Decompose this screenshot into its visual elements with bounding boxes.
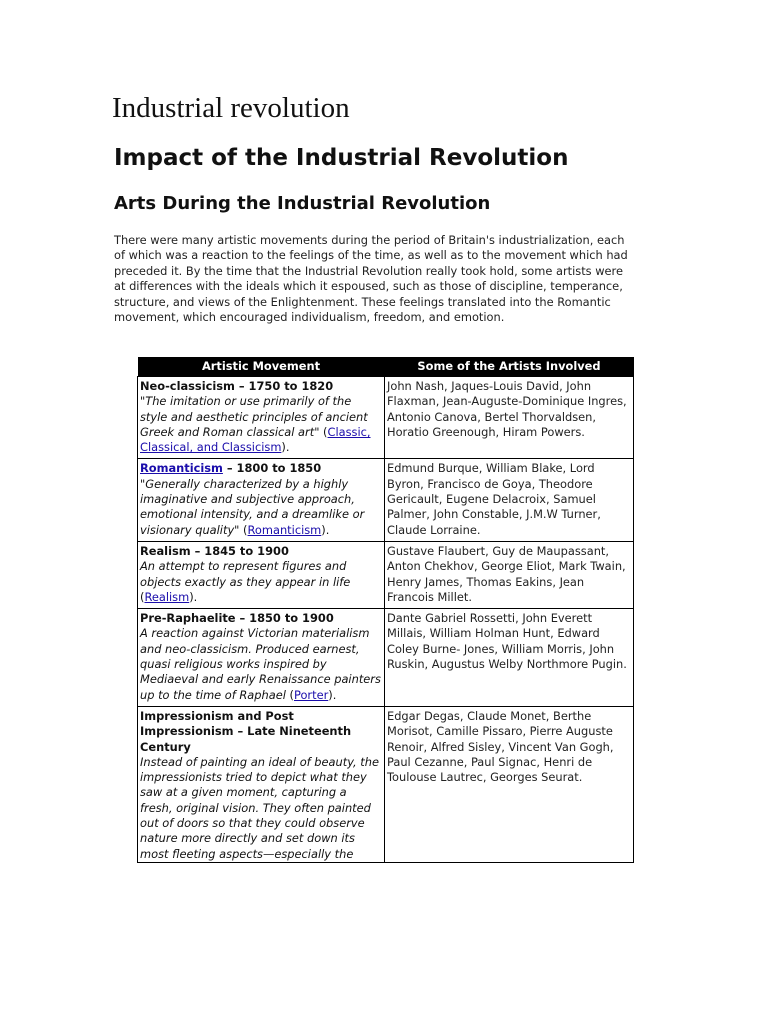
artists-cell: Gustave Flaubert, Guy de Maupassant, Anton Chekhov, George Eliot, Mark Twain, Henry James, Thomas Eakins, Jean Francois Millet. [385,541,634,608]
movement-name: Pre-Raphaelite – 1850 to 1900 [140,611,334,626]
column-header-artists: Some of the Artists Involved [385,357,634,377]
artists-cell: John Nash, Jaques-Louis David, John Flaxman, Jean-Auguste-Dominique Ingres, Antonio Canova, Bertel Thorvaldsen, Horatio Greenough, Hiram Powers. [385,377,634,459]
movement-description: Instead of painting an ideal of beauty, the impressionists tried to depict what they saw at a given moment, capturing a fresh, original vision. They often painted out of doors so that they could observe nature more directly and set down its most fleeting aspects—especially the [140,754,379,861]
document-title: Industrial revolution [112,92,350,124]
artists-cell: Dante Gabriel Rossetti, John Everett Millais, William Holman Hunt, Edward Coley Burne- Jones, William Morris, John Ruskin, Augustus Welby Northmore Pugin. [385,609,634,707]
column-header-movement: Artistic Movement [138,357,385,377]
movement-description: "Generally characterized by a highly imaginative and subjective approach, emotional intensity, and a dreamlike or visionary quality" (Romanticism). [140,476,365,537]
subsection-heading: Arts During the Industrial Revolution [114,193,491,214]
movement-cell [138,706,385,862]
table-row [138,459,634,541]
source-link[interactable]: Romanticism [247,522,322,537]
table-row [138,541,634,608]
movement-description: "The imitation or use primarily of the style and aesthetic principles of ancient Greek and Roman classical art" (Classic, Classical, and Classicism). [140,394,371,455]
source-link[interactable]: Porter [293,687,329,702]
art-movements-table [137,357,634,863]
movement-name: Romanticism – 1800 to 1850 [140,461,322,476]
table-header-row [138,357,634,377]
table-row [138,377,634,459]
movement-cell [138,609,385,707]
movement-cell [138,459,385,541]
source-link[interactable]: Realism [144,589,190,604]
artists-cell: Edmund Burque, William Blake, Lord Byron, Francisco de Goya, Theodore Gericault, Eugene Delacroix, Samuel Palmer, John Constable, J.M.W Turner, Claude Lorraine. [385,459,634,541]
table-row [138,706,634,862]
section-heading: Impact of the Industrial Revolution [114,145,569,171]
table-row [138,609,634,707]
intro-paragraph: There were many artistic movements during the period of Britain's industrialization, each of which was a reaction to the feelings of the time, as well as to the movement which had preceded it. By the time that the Industrial Revolution really took hold, some artists were at differences with the ideals which it espoused, such as those of discipline, temperance, structure, and views of the Enlightenment. These feelings translated into the Romantic movement, which encouraged individualism, freedom, and emotion. [114,233,628,325]
movement-name: Impressionism and Post Impressionism – Late Nineteenth Century [140,708,352,754]
movement-cell [138,377,385,459]
movement-name-link[interactable]: Romanticism [140,461,223,476]
movement-name: Neo-classicism – 1750 to 1820 [140,379,334,393]
artists-cell: Edgar Degas, Claude Monet, Berthe Morisot, Camille Pissaro, Pierre Auguste Renoir, Alfred Sisley, Vincent Van Gogh, Paul Cezanne, Paul Signac, Henri de Toulouse Lautrec, Georges Seurat. [385,706,634,862]
source-link[interactable]: Classic, Classical, and Classicism [140,424,371,455]
movement-cell [138,541,385,608]
movement-description: A reaction against Victorian materialism and neo-classicism. Produced earnest, quasi religious works inspired by Mediaeval and early Renaissance painters up to the time of Raphael (Porter). [140,626,381,702]
movement-name: Realism – 1845 to 1900 [140,543,289,558]
movement-description: An attempt to represent figures and objects exactly as they appear in life (Realism). [140,559,351,604]
